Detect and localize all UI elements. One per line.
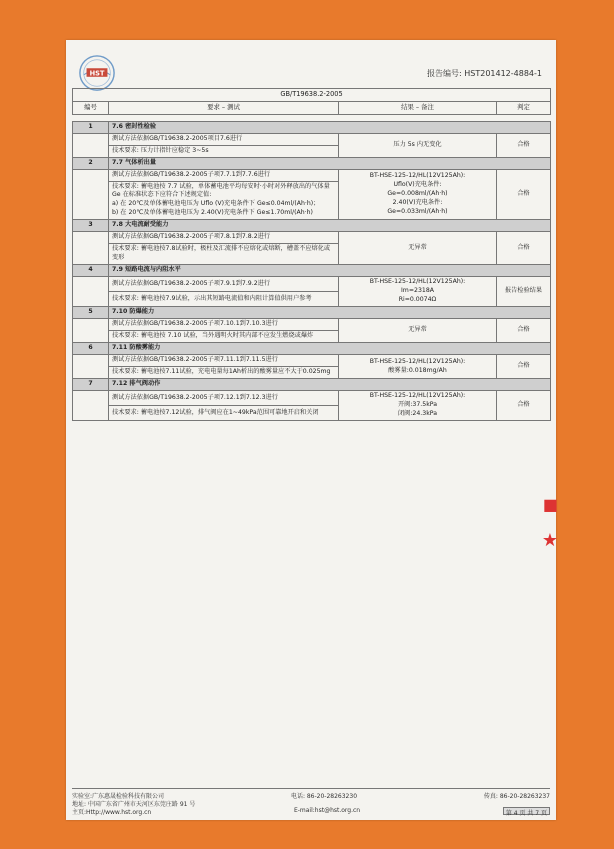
result-line: Ge=0.008ml/(Ah·h) xyxy=(387,189,448,197)
result: 压力 5s 内无变化 xyxy=(339,133,497,157)
test-method: 测试方法依据GB/T19638.2-2005子项7.12.1到7.12.3进行 xyxy=(109,391,339,406)
verdict: 合格 xyxy=(497,133,551,157)
result-block xyxy=(339,355,497,379)
result-line: Ri=0.0074Ω xyxy=(398,296,437,304)
verdict: 合格 xyxy=(497,169,551,220)
section-title: 7.10 防爆能力 xyxy=(109,307,551,319)
col-verdict: 判定 xyxy=(497,101,551,114)
section-2-header: 2 7.7 气体析出量 xyxy=(73,157,551,169)
section-title: 7.11 防酸雾能力 xyxy=(109,343,551,355)
hst-logo xyxy=(78,54,116,92)
section-title: 7.9 短路电流与内阻水平 xyxy=(109,265,551,277)
section-7-header: 7 7.12 排气阀动作 xyxy=(73,379,551,391)
section-3-header: 3 7.8 大电流耐受能力 xyxy=(73,220,551,232)
result-model: BT-HSE-125-12/HL(12V125Ah): xyxy=(369,392,466,400)
test-results-table xyxy=(72,88,551,421)
col-no: 编号 xyxy=(73,101,109,114)
result-block xyxy=(339,277,497,307)
col-result: 结果 – 备注 xyxy=(339,101,497,114)
result-line: 2.40(V)充电条件: xyxy=(392,198,443,206)
requirement-block xyxy=(109,181,339,220)
test-method: 测试方法依据GB/T19638.2-2005子项7.11.1到7.11.5进行 xyxy=(109,355,339,367)
result: 无异常 xyxy=(339,232,497,265)
logo-text: HST xyxy=(89,69,105,78)
verdict: 合格 xyxy=(497,232,551,265)
result-line: Uflo(V)充电条件: xyxy=(393,181,442,188)
section-title: 7.12 排气阀动作 xyxy=(109,379,551,391)
report-number: 报告编号: HST201412-4884-1 xyxy=(427,69,542,78)
seal-star-icon: ★ xyxy=(541,530,558,551)
result-model: BT-HSE-125-12/HL(12V125Ah): xyxy=(369,357,466,365)
requirement: 技术要求: 蓄电池按7.9试验，示出其短路电流值和内阻计算值供用户参考 xyxy=(109,292,339,307)
lab-email[interactable]: E-mail:hst@hst.org.cn xyxy=(293,807,361,814)
requirement: 技术要求: 蓄电池按7.11试验，充电电量每1Ah析出的酸雾量应不大于0.025mg xyxy=(109,367,339,379)
lab-name: 实验室:广东惠晟检验科技有限公司 xyxy=(72,793,165,800)
result-model: BT-HSE-125-12/HL(12V125Ah): xyxy=(369,278,466,286)
section-title: 7.6 密封性检验 xyxy=(109,121,551,133)
page-number: 第 4 页 共 7 页 xyxy=(503,807,550,815)
lab-website[interactable]: 主页:Http://www.hst.org.cn xyxy=(72,809,152,816)
lab-address: 地址: 中国广东省广州市天河区东莞庄路 91 号 xyxy=(72,801,196,808)
result-line: 酸雾量:0.018mg/Ah xyxy=(388,366,447,374)
result-line: 开阀:37.5kPa xyxy=(397,401,438,409)
seal-fragment: ■ xyxy=(542,495,558,514)
result-line: Im=2318A xyxy=(400,287,435,295)
lab-phone: 电话: 86-20-28263230 xyxy=(290,793,358,800)
verdict: 报告检验结果 xyxy=(497,277,551,307)
lab-fax: 传真: 86-20-28263237 xyxy=(483,793,550,800)
result-block xyxy=(339,169,497,220)
section-5-header: 5 7.10 防爆能力 xyxy=(73,307,551,319)
requirement: 技术要求: 蓄电池按 7.7 试验，单体蓄电池平均每安时·小时对外释放出的气体量 Ge 在标准状态下应符合下述规定值: xyxy=(112,182,330,199)
section-4-header: 4 7.9 短路电流与内阻水平 xyxy=(73,265,551,277)
requirement-b: b) 在 20℃及单体蓄电池电压为 2.40(V)充电条件下 Ge≤1.70ml/(Ah·h) xyxy=(112,209,313,217)
test-method: 测试方法依据GB/T19638.2-2005子项7.9.1到7.9.2进行 xyxy=(109,277,339,292)
requirement: 技术要求: 压力计指针应稳定 3~5s xyxy=(109,145,339,157)
test-method: 测试方法依据GB/T19638.2-2005子项7.7.1到7.7.6进行 xyxy=(109,169,339,181)
result: 无异常 xyxy=(339,319,497,343)
requirement: 技术要求: 蓄电池按7.8试验时，极柱及汇流排不应熔化或熔断，槽盖不应熔化或变形 xyxy=(109,244,339,265)
result-model: BT-HSE-125-12/HL(12V125Ah): xyxy=(369,172,466,180)
verdict: 合格 xyxy=(497,319,551,343)
section-title: 7.8 大电流耐受能力 xyxy=(109,220,551,232)
requirement: 技术要求: 蓄电池按7.12试验，排气阀应在1~49kPa范围可靠地开启和关闭 xyxy=(109,406,339,421)
section-1-header: 1 7.6 密封性检验 xyxy=(73,121,551,133)
verdict: 合格 xyxy=(497,391,551,421)
requirement: 技术要求: 蓄电池按 7.10 试验，当外遇明火时其内部不应发生燃烧或爆炸 xyxy=(109,331,339,343)
report-page xyxy=(66,40,556,820)
standard-title: GB/T19638.2-2005 xyxy=(73,89,551,102)
page-footer xyxy=(72,788,550,815)
section-6-header: 6 7.11 防酸雾能力 xyxy=(73,343,551,355)
result-block xyxy=(339,391,497,421)
verdict: 合格 xyxy=(497,355,551,379)
requirement-a: a) 在 20℃及单体蓄电池电压为 Uflo (V)充电条件下 Ge≤0.04ml/(Ah·h)； xyxy=(112,200,320,208)
column-headers xyxy=(73,101,551,114)
col-requirement: 要求 – 测试 xyxy=(109,101,339,114)
result-line: 闭阀:24.3kPa xyxy=(397,410,438,418)
test-method: 测试方法依据GB/T19638.2-2005子项7.8.1到7.8.2进行 xyxy=(109,232,339,244)
section-title: 7.7 气体析出量 xyxy=(109,157,551,169)
test-method: 测试方法依据GB/T19638.2-2005项目7.6进行 xyxy=(109,133,339,145)
test-method: 测试方法依据GB/T19638.2-2005子项7.10.1到7.10.3进行 xyxy=(109,319,339,331)
result-line: Ge=0.033ml/(Ah·h) xyxy=(387,207,448,215)
